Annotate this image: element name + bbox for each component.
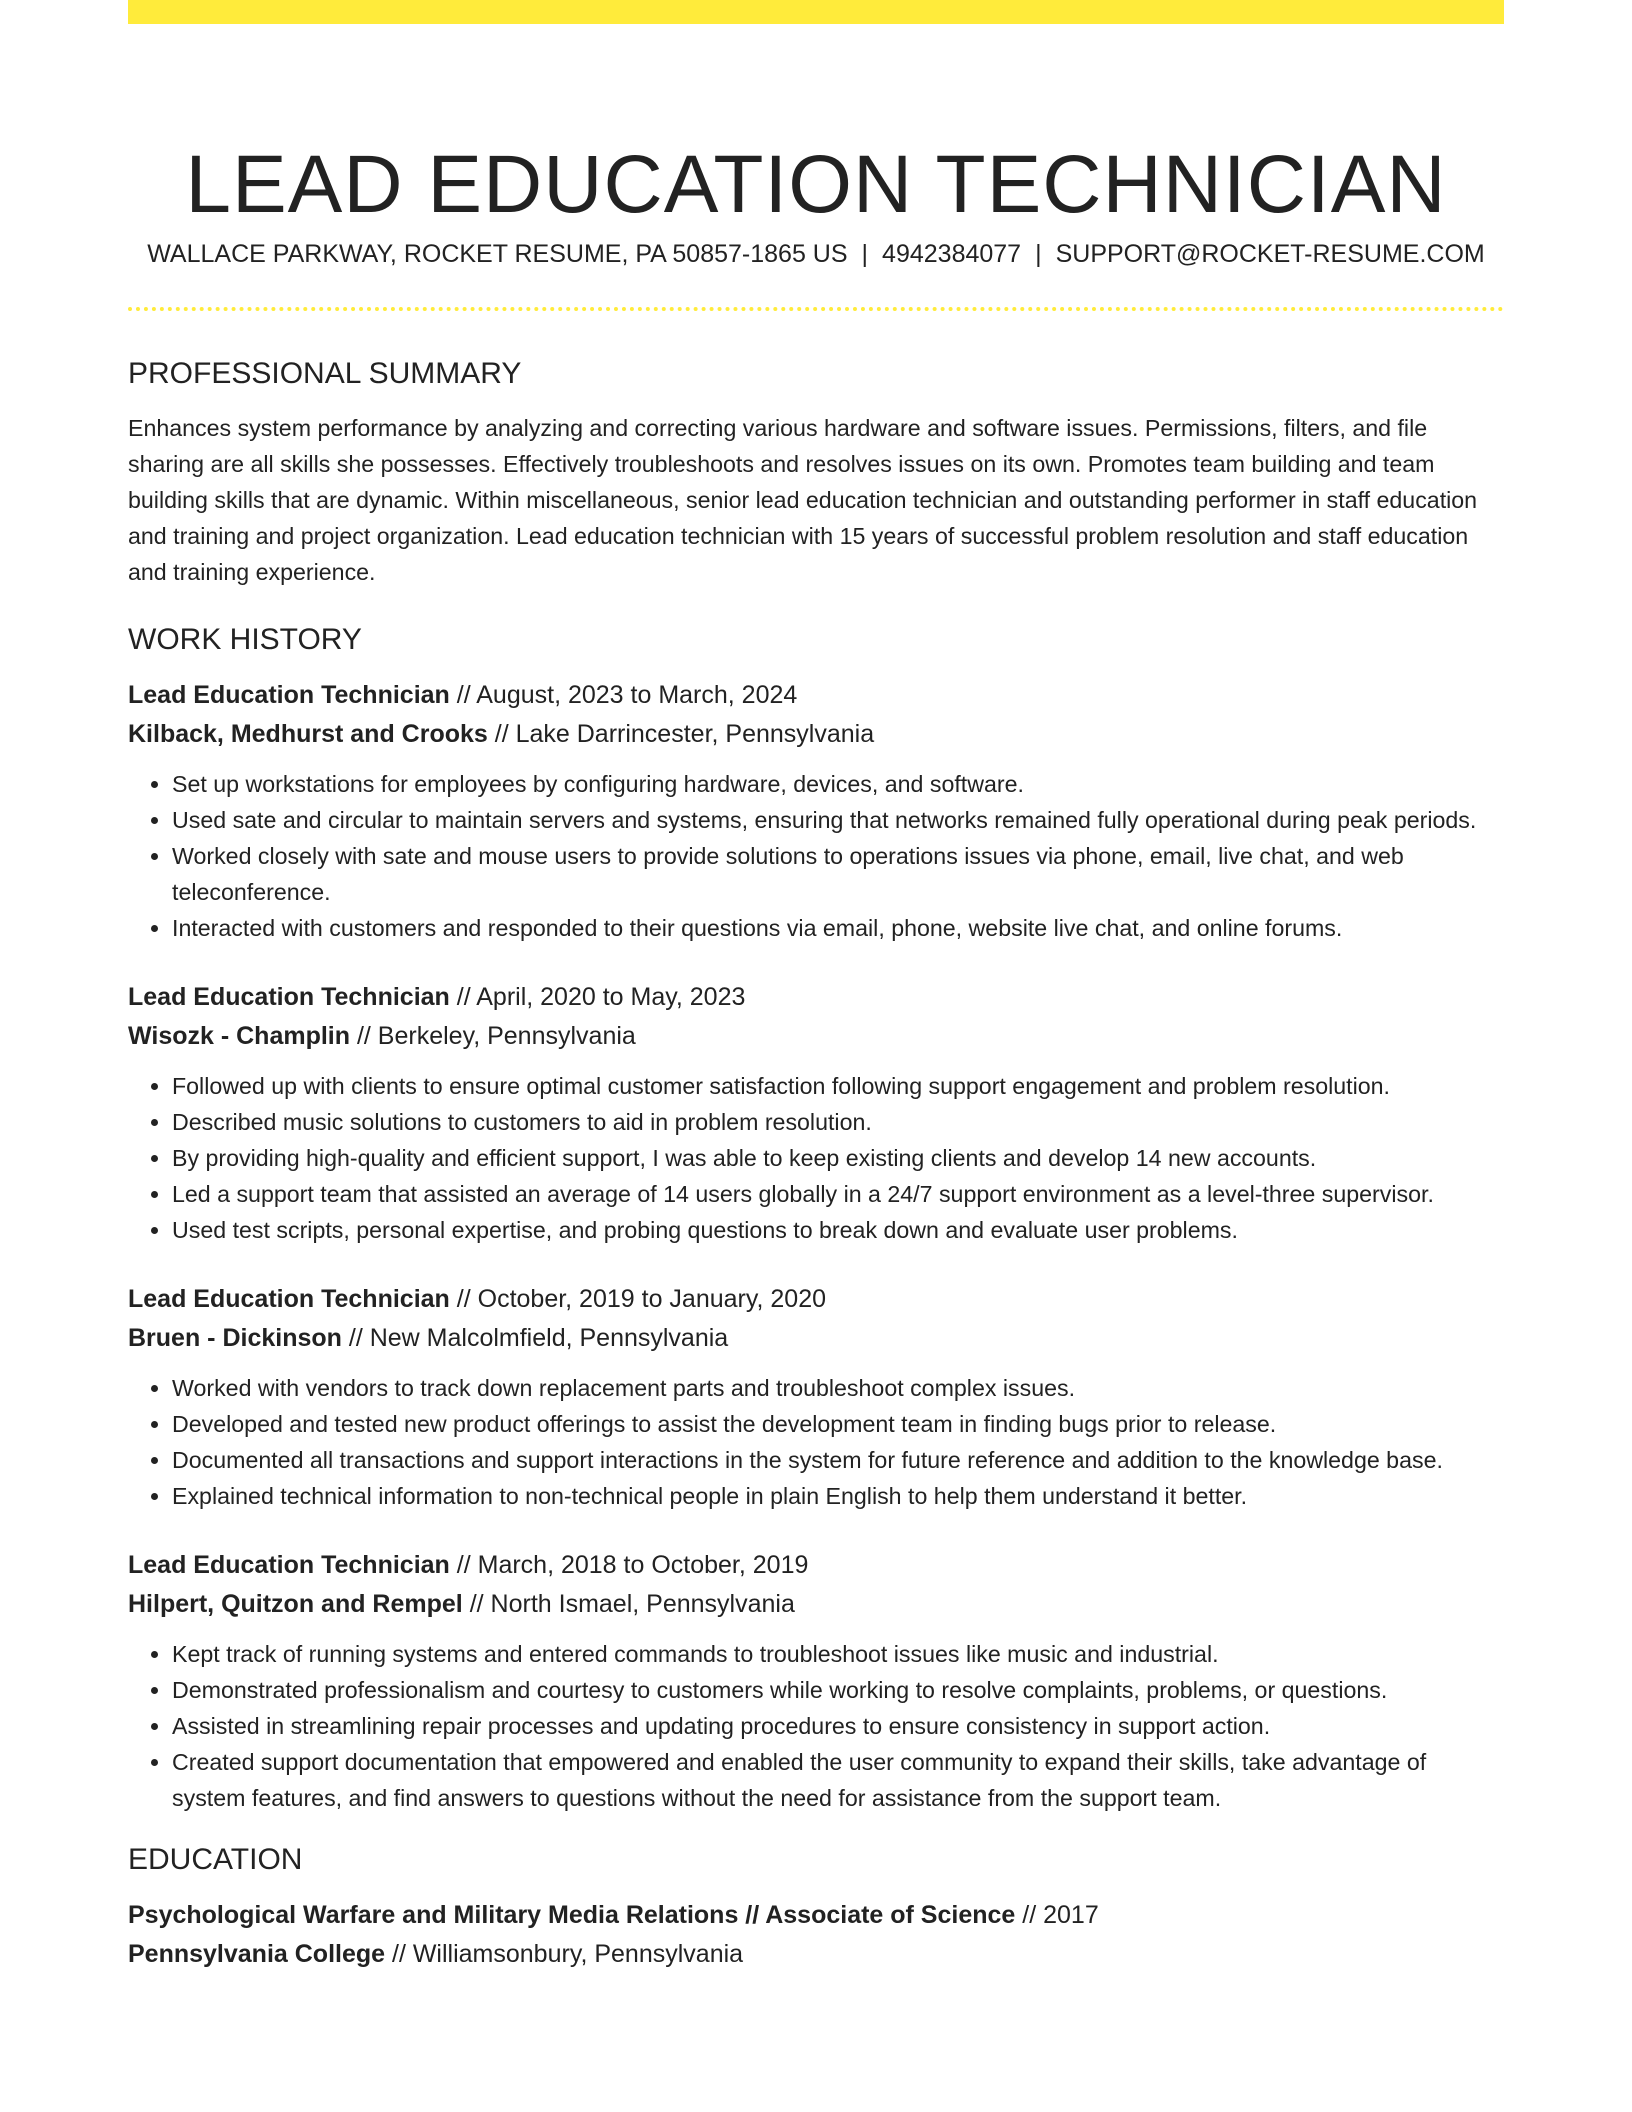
job-role: Lead Education Technician bbox=[128, 983, 450, 1011]
job-bullet: • Documented all transactions and support interactions in the system for future reference and addition to the knowledge base. bbox=[172, 1442, 1504, 1478]
contact-phone: 4942384077 bbox=[882, 240, 1022, 268]
job-location: // Berkeley, Pennsylvania bbox=[356, 1022, 636, 1050]
job-company-line bbox=[128, 1585, 1504, 1624]
job-entry bbox=[128, 676, 1504, 946]
job-dates: // August, 2023 to March, 2024 bbox=[456, 681, 798, 709]
education-degree-line bbox=[128, 1896, 1504, 1935]
job-entry bbox=[128, 1280, 1504, 1514]
job-bullet: • Kept track of running systems and entered commands to troubleshoot issues like music and industrial. bbox=[172, 1636, 1504, 1672]
education-school-line bbox=[128, 1935, 1504, 1974]
job-bullet: • Explained technical information to non-technical people in plain English to help them understand it better. bbox=[172, 1478, 1504, 1514]
contact-separator: | bbox=[1035, 240, 1042, 268]
resume-content bbox=[128, 352, 1504, 1974]
education-location: // Williamsonbury, Pennsylvania bbox=[392, 1940, 744, 1968]
contact-separator: | bbox=[861, 240, 869, 268]
education-degree: Psychological Warfare and Military Media Relations // Associate of Science bbox=[128, 1901, 1016, 1929]
contact-address: WALLACE PARKWAY, ROCKET RESUME, PA 50857-1865 US bbox=[147, 240, 848, 268]
job-company: Wisozk - Champlin bbox=[128, 1022, 351, 1050]
section-title-work-history: WORK HISTORY bbox=[128, 623, 362, 656]
job-entry bbox=[128, 1546, 1504, 1816]
job-title-line bbox=[128, 1280, 1504, 1319]
job-bullet: • Used sate and circular to maintain servers and systems, ensuring that networks remained fully operational during peak periods. bbox=[172, 802, 1504, 838]
job-bullet: • Created support documentation that empowered and enabled the user community to expand their skills, take advantage of system features, and find answers to questions without the need for assistance from the support team. bbox=[172, 1744, 1504, 1816]
dotted-divider bbox=[128, 307, 1504, 311]
job-bullets bbox=[128, 766, 1504, 946]
candidate-name: LEAD EDUCATION TECHNICIAN bbox=[185, 138, 1447, 230]
education-entry bbox=[128, 1896, 1504, 1974]
education-school: Pennsylvania College bbox=[128, 1940, 386, 1968]
contact-line bbox=[128, 236, 1504, 272]
job-location: // New Malcolmfield, Pennsylvania bbox=[348, 1324, 729, 1352]
job-bullet: • Followed up with clients to ensure optimal customer satisfaction following support engagement and problem resolution. bbox=[172, 1068, 1504, 1104]
job-bullet: • Assisted in streamlining repair processes and updating procedures to ensure consistency in support action. bbox=[172, 1708, 1504, 1744]
job-bullet: • Used test scripts, personal expertise, and probing questions to break down and evaluate user problems. bbox=[172, 1212, 1504, 1248]
summary-text: Enhances system performance by analyzing and correcting various hardware and software issues. Permissions, filters, and file sharing are all skills she possesses. Effectively troubleshoots and resolves issues on its own. Promotes team building and team building skills that are dynamic. Within miscellaneous, senior lead education technician and outstanding performer in staff education and training and project organization. Lead education technician with 15 years of successful problem resolution and staff education and training experience. bbox=[128, 415, 1478, 585]
job-company: Bruen - Dickinson bbox=[128, 1324, 342, 1352]
job-location: // Lake Darrincester, Pennsylvania bbox=[494, 720, 875, 748]
job-company: Kilback, Medhurst and Crooks bbox=[128, 720, 488, 748]
education-section bbox=[128, 1838, 1504, 1974]
job-bullet: • Set up workstations for employees by configuring hardware, devices, and software. bbox=[172, 766, 1504, 802]
job-bullets bbox=[128, 1370, 1504, 1514]
job-bullet: • Worked with vendors to track down replacement parts and troubleshoot complex issues. bbox=[172, 1370, 1504, 1406]
summary-section bbox=[128, 352, 1504, 590]
job-company-line bbox=[128, 1017, 1504, 1056]
contact-email: SUPPORT@ROCKET-RESUME.COM bbox=[1055, 240, 1485, 268]
job-location: // North Ismael, Pennsylvania bbox=[469, 1590, 795, 1618]
job-title-line bbox=[128, 676, 1504, 715]
job-company: Hilpert, Quitzon and Rempel bbox=[128, 1590, 463, 1618]
section-title-education: EDUCATION bbox=[128, 1843, 303, 1876]
job-bullet: • Developed and tested new product offerings to assist the development team in finding bugs prior to release. bbox=[172, 1406, 1504, 1442]
section-title-summary: PROFESSIONAL SUMMARY bbox=[128, 357, 522, 390]
job-role: Lead Education Technician bbox=[128, 681, 450, 709]
job-bullet: • Interacted with customers and responded to their questions via email, phone, website live chat, and online forums. bbox=[172, 910, 1504, 946]
accent-bar bbox=[128, 0, 1504, 24]
job-bullet: • By providing high-quality and efficient support, I was able to keep existing clients and develop 14 new accounts. bbox=[172, 1140, 1504, 1176]
job-dates: // March, 2018 to October, 2019 bbox=[456, 1551, 809, 1579]
work-history-section bbox=[128, 618, 1504, 1816]
education-year: // 2017 bbox=[1022, 1901, 1099, 1929]
job-bullet: • Led a support team that assisted an average of 14 users globally in a 24/7 support environment as a level-three supervisor. bbox=[172, 1176, 1504, 1212]
job-bullet: • Described music solutions to customers to aid in problem resolution. bbox=[172, 1104, 1504, 1140]
job-bullet: • Worked closely with sate and mouse users to provide solutions to operations issues via phone, email, live chat, and web teleconference. bbox=[172, 838, 1504, 910]
job-dates: // October, 2019 to January, 2020 bbox=[456, 1285, 827, 1313]
job-bullets bbox=[128, 1068, 1504, 1248]
job-bullet: • Demonstrated professionalism and courtesy to customers while working to resolve complaints, problems, or questions. bbox=[172, 1672, 1504, 1708]
job-title-line bbox=[128, 1546, 1504, 1585]
job-entry bbox=[128, 978, 1504, 1248]
job-title-line bbox=[128, 978, 1504, 1017]
job-dates: // April, 2020 to May, 2023 bbox=[456, 983, 746, 1011]
job-role: Lead Education Technician bbox=[128, 1551, 450, 1579]
job-company-line bbox=[128, 1319, 1504, 1358]
job-role: Lead Education Technician bbox=[128, 1285, 450, 1313]
job-bullets bbox=[128, 1636, 1504, 1816]
job-company-line bbox=[128, 715, 1504, 754]
